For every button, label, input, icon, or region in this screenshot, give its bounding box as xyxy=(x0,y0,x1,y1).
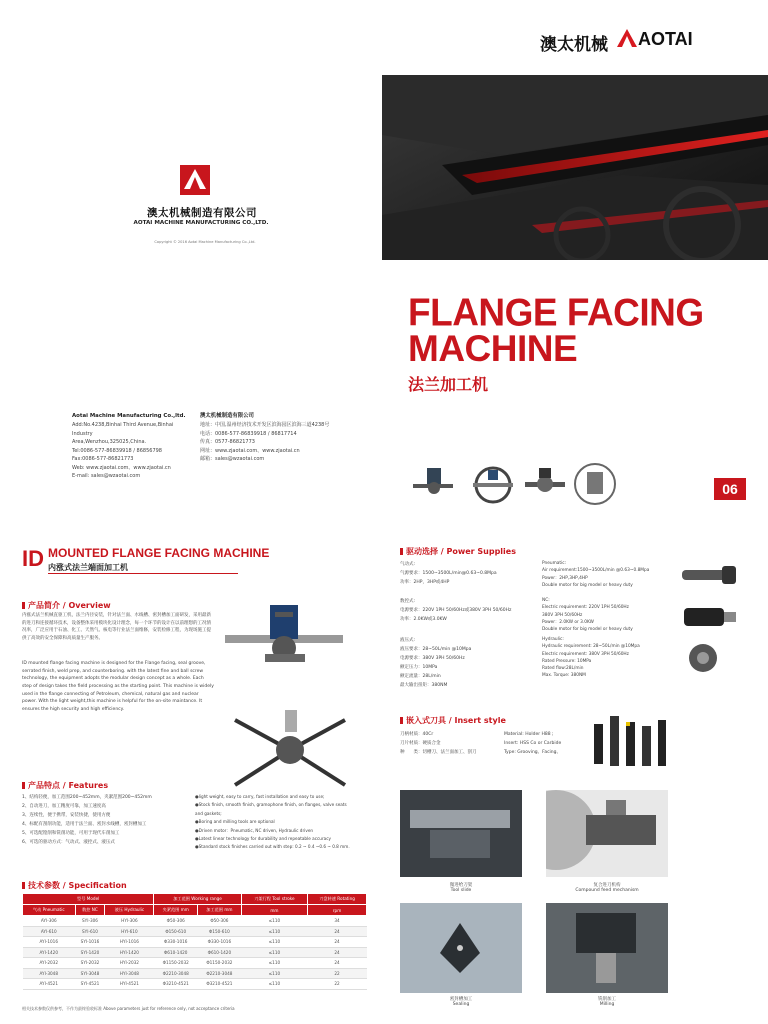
overview-heading xyxy=(22,600,111,611)
spec-head-model: 型号 Model xyxy=(23,894,154,905)
caption-compound-feed xyxy=(546,882,668,893)
copyright: Copyright © 2016 Aotai Machine Manufacturing Co.,Ltd. xyxy=(154,240,256,244)
spec-head-stroke: 刀架行程 Tool stroke xyxy=(241,894,307,905)
power-nc-cn xyxy=(400,597,540,624)
product-title-cn: 内涨式法兰端面加工机 xyxy=(48,563,128,572)
power-line: NC: xyxy=(542,598,550,603)
insert-en xyxy=(504,730,594,757)
power-line: Hydraulic requirement: 28~50L/min @10Mpa xyxy=(542,644,640,650)
feature-en-item: ●Latest linear technology for durability and repeatable accuracy xyxy=(195,836,332,842)
spec-sub: 气动 Pneumatic xyxy=(23,905,76,916)
insert-heading xyxy=(400,715,506,726)
title-cn: 法兰加工机 xyxy=(408,375,489,394)
contact-en-line: Area,Wenzhou,325025,China. xyxy=(72,439,147,446)
spec-sub: 加工范围 mm xyxy=(198,905,242,916)
photo-tool-slide xyxy=(400,790,522,877)
machine-thumbnails-image xyxy=(405,458,635,508)
spec-cell: SYI-2032 xyxy=(75,958,105,969)
spec-row xyxy=(23,937,367,948)
spec-cell: HYI-1016 xyxy=(105,937,154,948)
feature-cn-item: 3、连续性，便于携带，安装快捷，使用方便 xyxy=(22,813,111,818)
contact-en-line: Tel:0086-577-86839918 / 86856798 xyxy=(72,447,162,454)
brand-cn: 澳太机械 xyxy=(540,35,608,55)
feature-en-item: ●Driven motor：Pneumatic, NC driven, Hydraulic driven xyxy=(195,827,314,833)
contact-en xyxy=(72,412,192,481)
spec-cell: 34 xyxy=(308,916,367,927)
spec-cell: SYI-1016 xyxy=(75,937,105,948)
spec-cell: SYI-1420 xyxy=(75,947,105,958)
spec-cell: ≤110 xyxy=(241,937,307,948)
contact-cn-line: 传真：0577-86821773 xyxy=(200,439,255,446)
spec-head-range: 加工范围 Working range xyxy=(154,894,241,905)
power-line: Power：2HP,3HP,4HP xyxy=(542,575,588,581)
spec-cell: HYI-2032 xyxy=(105,958,154,969)
spec-cell: 22 xyxy=(308,968,367,979)
caption-en: Compound feed mechanism xyxy=(575,888,639,893)
insert-tools-image xyxy=(590,712,670,772)
spec-cell: SYI-610 xyxy=(75,926,105,937)
power-line: 数控式: xyxy=(400,599,416,604)
features-cn xyxy=(22,793,192,847)
spec-sub: mm xyxy=(241,905,307,916)
spec-cell: 24 xyxy=(308,958,367,969)
spec-cell: HYI-306 xyxy=(105,916,154,927)
power-hyd-cn xyxy=(400,636,540,690)
feature-cn-item: 6、可选的驱动方式：气动式、液控式、液压式 xyxy=(22,840,115,845)
contact-cn xyxy=(200,412,360,464)
title-underline xyxy=(48,573,238,574)
spec-cell: ≤110 xyxy=(241,926,307,937)
spec-cell: ≤110 xyxy=(241,958,307,969)
overview-heading-text: 产品简介 / Overview xyxy=(28,601,111,610)
product-thumbnails xyxy=(405,458,635,508)
power-line: Max. Torque: 380NM xyxy=(542,673,586,679)
compound-feed-image xyxy=(546,790,668,877)
spec-cell: Φ1150-2032 xyxy=(154,958,198,969)
power-pneu-cn xyxy=(400,560,540,587)
feature-en-item: ●Boring and milling tools are optional xyxy=(195,819,275,825)
milling-image xyxy=(546,903,668,993)
spec-cell: Φ3210-4521 xyxy=(198,979,242,990)
header-logo xyxy=(540,26,760,55)
company-name-en: AOTAI MACHINE MANUFACTURING CO.,LTD. xyxy=(133,220,269,226)
photo-milling xyxy=(546,903,668,993)
id-tag: ID xyxy=(22,546,44,571)
caption-en: Milling xyxy=(599,1002,615,1007)
spec-cell: ≤110 xyxy=(241,916,307,927)
spec-cell: AYI-610 xyxy=(23,926,76,937)
spec-row xyxy=(23,979,367,990)
power-line: 液压式: xyxy=(400,638,416,643)
feature-cn-item: 1、结构轻便，加工范围200~452mm，夹紧范围200~452mm xyxy=(22,795,152,800)
overview-cn: 内涨式法兰机械直驱工机，法兰内径安装，针对法兰面、水线槽、密封槽加工面研发，采用最新的进刀和连接循环技术，设备整体采用模块化设计理念，每一个环节的设计在以前理想的工况情况率，广泛应用于石油、化工、天然气、核电等行业法兰面维修，安装检修工程，为现场施工提供了高效的安全保障和高质量生产服务。 xyxy=(22,613,211,641)
insert-cn xyxy=(400,730,510,757)
spec-sub: 夹紧范围 mm xyxy=(154,905,198,916)
feature-cn-item: 2、自动进刀，加工精度可靠，加工速度高 xyxy=(22,804,106,809)
insert-line: 刀片材质：硬质合金 xyxy=(400,741,441,746)
spec-cell: AYI-2032 xyxy=(23,958,76,969)
power-line: 额定流量：28L/min xyxy=(400,674,441,679)
caption-cn: 复合进刀机构 xyxy=(593,883,621,888)
contact-en-name: Aotai Machine Manufacturing Co.,ltd. xyxy=(72,413,186,419)
spec-row xyxy=(23,916,367,927)
caption-milling xyxy=(546,996,668,1007)
machine-photo-top xyxy=(225,600,345,670)
contact-cn-line: 电话：0086-577-86839918 / 86817714 xyxy=(200,430,297,437)
spec-cell: Φ330-1016 xyxy=(154,937,198,948)
caption-cn: 微进给刀架 xyxy=(449,883,473,888)
feature-en-item: ●light weight, easy to carry, fast installation and easy to use; xyxy=(195,794,325,799)
feature-en-item: ●Stock finish, smooth finish, gramophone finish, on flanges, valve seats xyxy=(195,802,347,808)
spec-cell: ≤110 xyxy=(241,947,307,958)
spec-cell: SYI-3048 xyxy=(75,968,105,979)
power-line: 电源要求：220V 1PH 50/60Hz或380V 3PH 50/60Hz xyxy=(400,608,512,613)
power-line: Double motor for big model or heavy duty xyxy=(542,582,633,588)
spec-cell: 24 xyxy=(308,937,367,948)
spec-cell: AYI-1420 xyxy=(23,947,76,958)
contact-cn-line: 地址：中国,温州经济技术开发区滨海园区滨海三道4238号 xyxy=(200,422,330,429)
spec-cell: AYI-4521 xyxy=(23,979,76,990)
product-title-en: MOUNTED FLANGE FACING MACHINE xyxy=(48,546,270,560)
spec-cell: HYI-1420 xyxy=(105,947,154,958)
spec-cell: Φ610-1420 xyxy=(154,947,198,958)
spec-note: 相关技术参数仅供参考，不作为最终验收标准 Above parameters just for reference only, not acceptance criteria xyxy=(22,1006,235,1011)
tool-slide-image xyxy=(400,790,522,877)
power-line: Rated Pressure: 10MPa xyxy=(542,658,592,664)
power-line: Double motor for big model or heavy duty xyxy=(542,627,633,633)
spec-cell: Φ2210-3048 xyxy=(154,968,198,979)
spec-cell: Φ2210-3048 xyxy=(198,968,242,979)
power-line: 气源要求：1500~3500L/min@0.63~0.8Mpa xyxy=(400,571,497,576)
machine-photo-bottom xyxy=(225,705,355,795)
power-hyd-en xyxy=(542,636,682,680)
spec-cell: Φ1150-2032 xyxy=(198,958,242,969)
overview-en: ID mounted flange facing machine is designed for the Flange facing, seal groove, serrated finish, weld prep, and counterboring. with the latest fine and ball screw technology, the equipment adopts the modular design concept as a whole. Each step of design takes the field processing as the starting point. This machine is widely used in the flange connecting of Petroleum, chemical, natural gas and nuclear power. With the light weight,this machine is helpful for the on-site maintance. It ensures the high security and high efficiency. xyxy=(22,661,214,712)
spec-cell: HYI-4521 xyxy=(105,979,154,990)
spec-sub: 数控 NC xyxy=(75,905,105,916)
company-name-cn: 澳太机械制造有限公司 xyxy=(147,207,257,219)
power-line: Rated flow:28L/min xyxy=(542,666,584,672)
power-line: 功率：2HP，3HP或4HP xyxy=(400,580,450,585)
spec-table xyxy=(22,893,367,990)
insert-line: Type: Grooving、Facing、 xyxy=(504,750,562,755)
spec-cell: Φ50-306 xyxy=(198,916,242,927)
insert-line: 种 类：切槽刀、法兰面加工、刮刀 xyxy=(400,750,477,755)
contact-en-line: Web: www.zjaotai.com、www.zjaotai.cn xyxy=(72,464,171,471)
caption-tool-slide xyxy=(400,882,522,893)
power-line: 最大输出扭矩：380NM xyxy=(400,683,448,688)
spec-cell: 24 xyxy=(308,926,367,937)
page-number: 06 xyxy=(714,478,746,500)
power-line: 380V 3PH 50/60Hz xyxy=(542,612,583,618)
spec-cell: ≤110 xyxy=(241,979,307,990)
spec-cell: Φ150-610 xyxy=(154,926,198,937)
features-heading-text: 产品特点 / Features xyxy=(28,781,109,790)
hydraulic-motor-image xyxy=(685,640,725,680)
spec-row xyxy=(23,958,367,969)
power-pneu-en xyxy=(542,560,682,589)
power-line: Electric requirement: 380V 3PH 50/60Hz xyxy=(542,651,629,657)
insert-heading-text: 嵌入式刀具 / Insert style xyxy=(406,716,506,725)
contact-cn-line: 网址：www.zjaotai.com、www.zjaotai.cn xyxy=(200,447,300,454)
cover-banner xyxy=(382,75,768,260)
photo-sealing xyxy=(400,903,522,993)
feature-en-item: and gaskets; xyxy=(195,810,222,816)
sealing-image xyxy=(400,903,522,993)
spec-row xyxy=(23,947,367,958)
spec-sub: rpm xyxy=(308,905,367,916)
contact-cn-name: 澳太机械制造有限公司 xyxy=(200,413,254,419)
spec-sub: 液压 Hydraulic xyxy=(105,905,154,916)
spec-cell: 24 xyxy=(308,947,367,958)
power-line: 功率：2.0KW或3.0KW xyxy=(400,617,447,622)
spec-cell: Φ610-1420 xyxy=(198,947,242,958)
spec-cell: AYI-3048 xyxy=(23,968,76,979)
spec-cell: 22 xyxy=(308,979,367,990)
caption-sealing xyxy=(400,996,522,1007)
power-heading-text: 驱动选择 / Power Supplies xyxy=(406,547,516,556)
power-line: 液压要求：28~50L/min @10Mpa xyxy=(400,647,472,652)
power-line: 电源要求：380V 3PH 50/60Hz xyxy=(400,656,465,661)
caption-en: Tool slide xyxy=(450,888,472,893)
spec-cell: SYI-306 xyxy=(75,916,105,927)
power-line: Air requirement:1500~3500L/min @0.63~0.8Mpa xyxy=(542,568,650,574)
contact-en-line: Add:No.4238,Binhai Third Avenue,Binhai Industry xyxy=(72,422,174,437)
spec-cell: HYI-610 xyxy=(105,926,154,937)
nc-motor-image xyxy=(680,602,740,632)
insert-line: Material: Holder H88 ; xyxy=(504,732,554,737)
machine-image xyxy=(225,600,345,670)
spec-cell: AYI-306 xyxy=(23,916,76,927)
machine-arms-image xyxy=(225,705,355,795)
caption-en: Sealing xyxy=(452,1002,470,1007)
photo-compound-feed xyxy=(546,790,668,877)
brand-en: AOTAI xyxy=(638,29,693,49)
spec-cell: SYI-4521 xyxy=(75,979,105,990)
spec-heading-text: 技术参数 / Specification xyxy=(28,881,127,890)
title-line2: MACHINE xyxy=(408,328,578,369)
spec-cell: AYI-1016 xyxy=(23,937,76,948)
spec-heading xyxy=(22,880,127,891)
feature-cn-item: 5、可选配镗削和铣削功能，可用于现代车削加工 xyxy=(22,831,120,836)
power-line: Hydraulic: xyxy=(542,637,564,642)
power-nc-en xyxy=(542,597,682,633)
aotai-logo-icon xyxy=(180,165,210,195)
aotai-triangle-icon xyxy=(616,28,638,48)
contact-en-line: Fax:0086-577-86821773 xyxy=(72,456,134,463)
power-line: Electric requirement: 220V 1PH 50/60Hz xyxy=(542,605,629,611)
company-logo xyxy=(180,165,210,195)
feature-en-item: ●Standard stock finishes carried out with step: 0.2 ~ 0.4 ~0.6 ~ 0.8 mm. xyxy=(195,844,350,850)
spec-cell: ≤110 xyxy=(241,968,307,979)
title-line1: FLANGE FACING xyxy=(408,290,704,334)
power-line: 额定压力：10MPa xyxy=(400,665,438,670)
spec-head-rot: 刀盘转速 Rotating xyxy=(308,894,367,905)
contact-cn-line: 邮箱：sales@wzaotai.com xyxy=(200,456,265,463)
power-line: 气动式: xyxy=(400,562,416,567)
insert-line: Insert: HSS Co or Carbide xyxy=(504,741,562,746)
spec-cell: Φ330-1016 xyxy=(198,937,242,948)
power-line: Power：2.0KW or 3.0KW xyxy=(542,619,594,625)
spec-cell: Φ150-610 xyxy=(198,926,242,937)
spec-cell: Φ50-306 xyxy=(154,916,198,927)
spec-cell: HYI-3048 xyxy=(105,968,154,979)
spec-cell: Φ3210-4521 xyxy=(154,979,198,990)
caption-cn: 铣削加工 xyxy=(598,997,616,1002)
spec-row xyxy=(23,926,367,937)
insert-line: 刀柄材质：40Cr xyxy=(400,732,434,737)
contact-en-line: E-mail: sales@wzaotai.com xyxy=(72,473,141,480)
banner-graphic xyxy=(382,75,768,260)
features-en xyxy=(195,793,385,852)
caption-cn: 密封槽加工 xyxy=(449,997,473,1002)
power-heading xyxy=(400,546,516,557)
power-line: Pneumatic: xyxy=(542,561,567,566)
spec-row xyxy=(23,968,367,979)
features-heading xyxy=(22,780,108,791)
feature-cn-item: 4、标配有刮削功能，适用于法兰面、密封水线槽，密封槽加工 xyxy=(22,822,147,827)
pneumatic-motor-image xyxy=(680,560,740,590)
